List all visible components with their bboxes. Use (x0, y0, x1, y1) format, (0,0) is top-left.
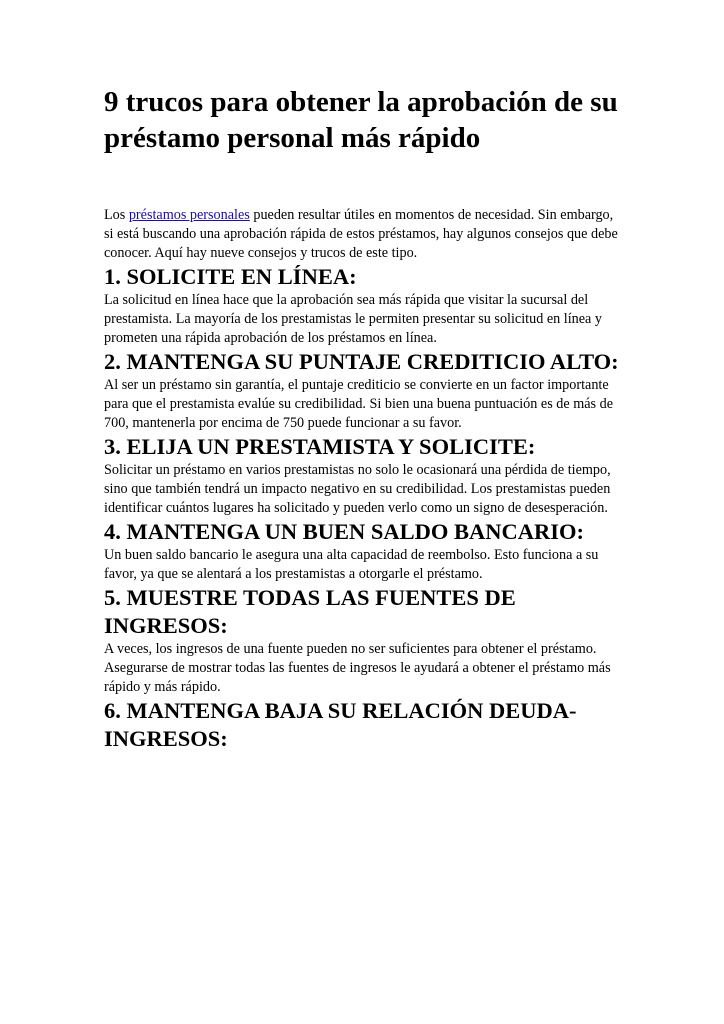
section-body-1: La solicitud en línea hace que la aprobación sea más rápida que visitar la sucursal del prestamista. La mayoría de los prestamistas le permiten presentar su solicitud en línea y prometen una rápida aprobación de los préstamos en línea. (104, 292, 602, 346)
intro-suffix: pueden resultar útiles en momentos de necesidad. Sin embargo, si está buscando una aprobación rápida de estos préstamos, hay algunos consejos que debe conocer. Aquí hay nueve consejos y trucos de este tipo. (104, 207, 618, 261)
section-body-4: Un buen saldo bancario le asegura una alta capacidad de reembolso. Esto funciona a su favor, ya que se alentará a los prestamistas a otorgarle el préstamo. (104, 547, 599, 582)
section-body-5: A veces, los ingresos de una fuente pueden no ser suficientes para obtener el préstamo. Asegurarse de mostrar todas las fuentes de ingresos le ayudará a obtener el préstamo más rápido y más rápido. (104, 641, 611, 695)
section-body-3: Solicitar un préstamo en varios prestamistas no solo le ocasionará una pérdida de tiempo, sino que también tendrá un impacto negativo en su credibilidad. Los prestamistas pueden identificar cuántos lugares ha solicitado y pueden verlo como un signo de desesperación. (104, 462, 611, 516)
section-body-2: Al ser un préstamo sin garantía, el puntaje crediticio se convierte en un factor importante para que el prestamista evalúe su credibilidad. Si bien una buena puntuación es de más de 700, mantenerla por encima de 750 puede funcionar a su favor. (104, 377, 614, 431)
section-heading-6: 6. MANTENGA BAJA SU RELACIÓN DEUDA-INGRESOS: (104, 698, 577, 751)
personal-loans-link[interactable]: préstamos personales (128, 207, 250, 223)
section-heading-2: 2. MANTENGA SU PUNTAJE CREDITICIO ALTO: (104, 349, 619, 374)
section-heading-3: 3. ELIJA UN PRESTAMISTA Y SOLICITE: (104, 434, 536, 459)
intro-paragraph (104, 206, 624, 263)
page-title: 9 trucos para obtener la aprobación de su préstamo personal más rápido (104, 86, 618, 154)
section-heading-4: 4. MANTENGA UN BUEN SALDO BANCARIO: (104, 519, 585, 544)
section-heading-1: 1. SOLICITE EN LÍNEA: (104, 264, 357, 289)
intro-prefix: Los (104, 207, 129, 223)
section-heading-5: 5. MUESTRE TODAS LAS FUENTES DE INGRESOS: (104, 585, 516, 638)
document-page (104, 84, 624, 753)
